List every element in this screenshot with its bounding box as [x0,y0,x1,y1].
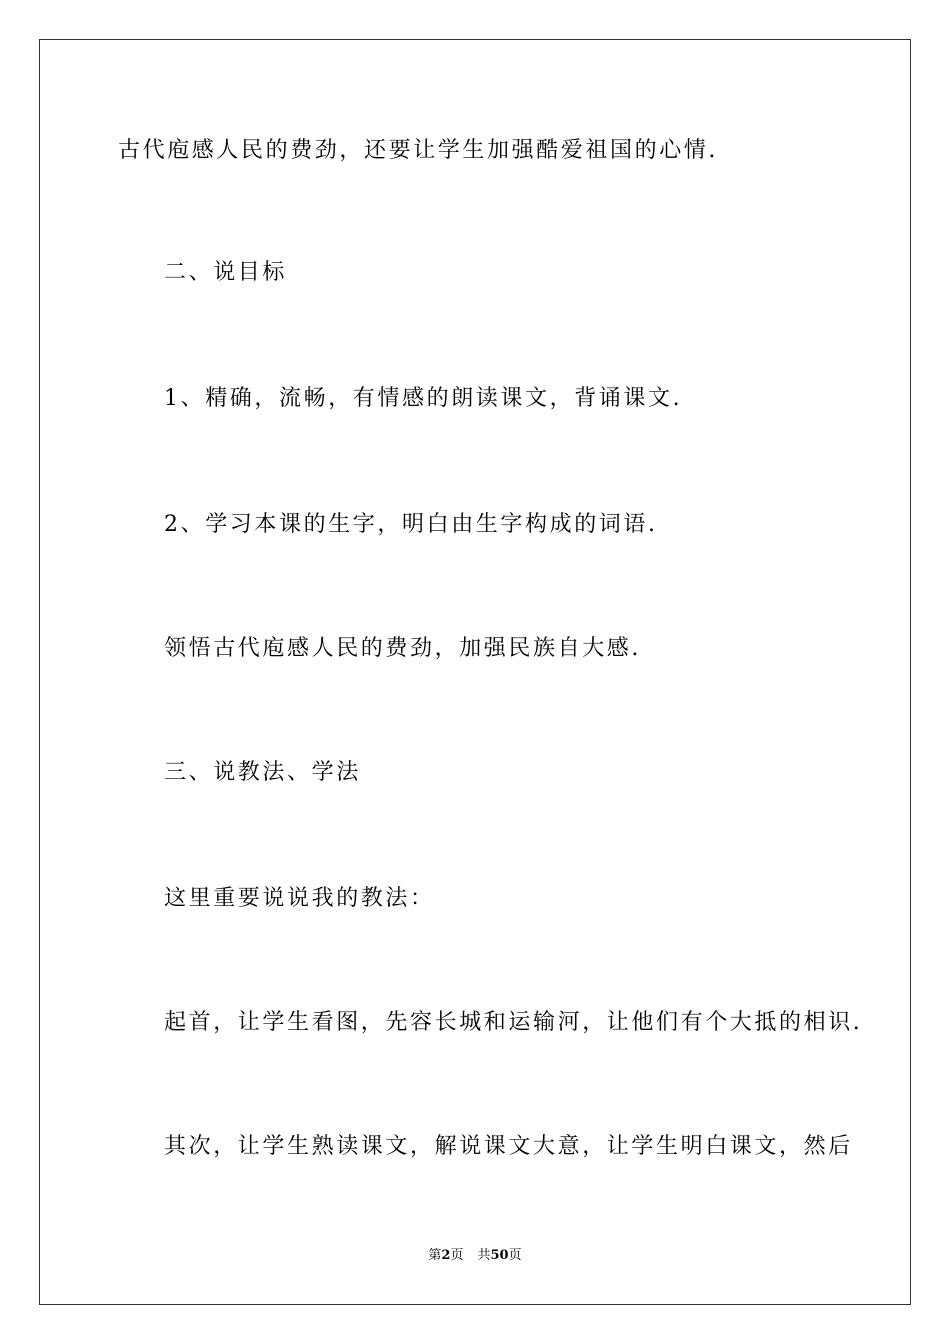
footer-total-suffix: 页 [508,1248,522,1263]
footer-total-prefix: 共 [477,1248,491,1263]
goal-item-3: 领悟古代庖感人民的费劲，加强民族自大感. [164,636,641,661]
goal-item-1: 1、精确，流畅，有情感的朗读课文，背诵课文. [164,386,683,411]
section-heading-goals: 二、说目标 [164,260,288,285]
body-line-step-1: 起首，让学生看图，先容长城和运输河，让他们有个大抵的相识. [164,1010,863,1035]
section-heading-methods: 三、说教法、学法 [164,760,361,785]
goal-item-2: 2、学习本课的生字，明白由生字构成的词语. [164,512,658,537]
body-line-step-2: 其次，让学生熟读课文，解说课文大意，让学生明白课文，然后 [164,1134,853,1159]
footer-page-prefix: 第 [428,1248,442,1263]
footer-total-pages: 50 [490,1248,509,1263]
body-line-methods-intro: 这里重要说说我的教法： [164,886,435,911]
page-border [39,39,911,1305]
body-line-1: 古代庖感人民的费劲，还要让学生加强酷爱祖国的心情. [118,138,718,163]
footer-page-number: 2 [441,1248,451,1263]
page-footer [0,1247,950,1265]
footer-page-suffix: 页 [450,1248,464,1263]
